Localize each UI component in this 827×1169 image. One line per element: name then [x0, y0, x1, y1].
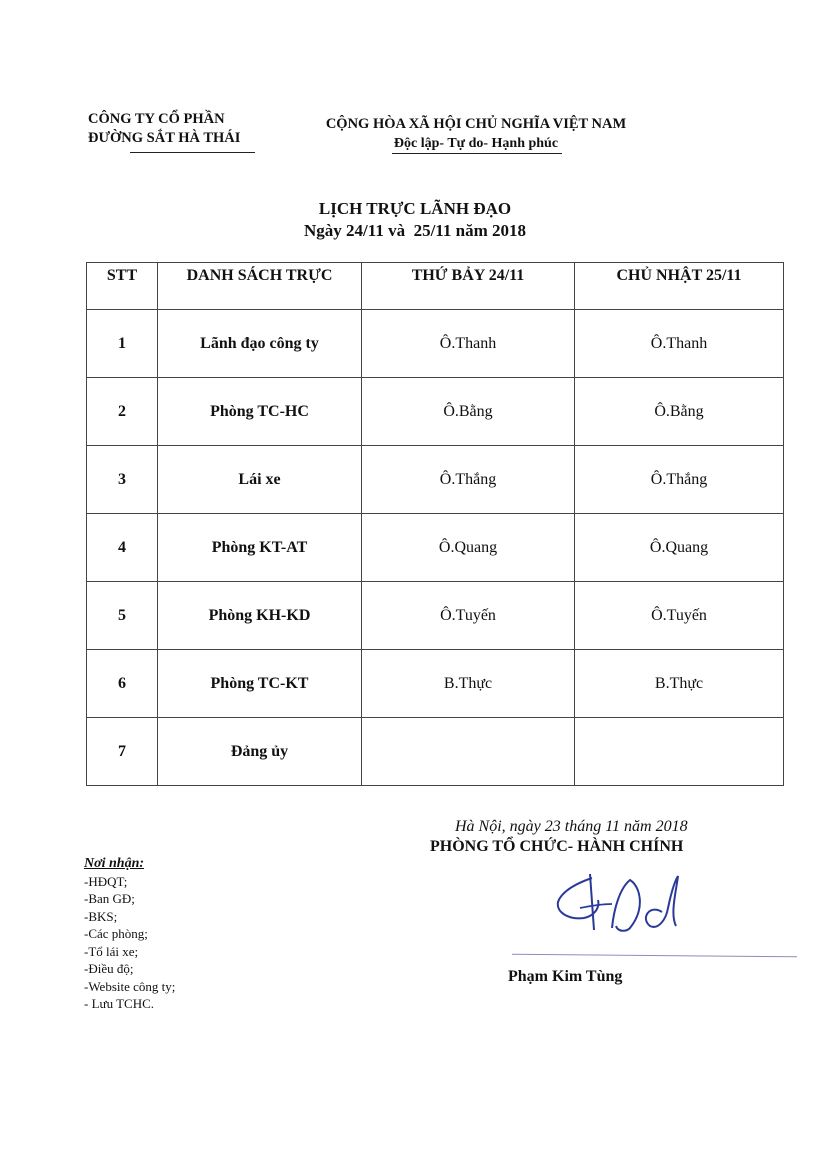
signature-stroke: [512, 954, 797, 957]
row-stt: 2: [87, 378, 158, 446]
row-saturday: Ô.Thắng: [362, 446, 575, 514]
recipient-item: -BKS;: [84, 908, 118, 924]
table-row: [87, 718, 784, 786]
document-title: [200, 198, 630, 242]
table-row: [87, 310, 784, 378]
row-saturday: Ô.Quang: [362, 514, 575, 582]
table-row: [87, 582, 784, 650]
row-stt: 6: [87, 650, 158, 718]
recipient-item: - Lưu TCHC.: [84, 996, 155, 1011]
header-stt: STT: [87, 263, 158, 310]
row-stt: 5: [87, 582, 158, 650]
row-sunday: Ô.Thắng: [575, 446, 784, 514]
row-saturday: B.Thực: [362, 650, 575, 718]
row-unit: Phòng KH-KD: [158, 582, 362, 650]
table-row: [87, 514, 784, 582]
department-name: PHÒNG TỔ CHỨC- HÀNH CHÍNH: [430, 838, 684, 855]
row-unit: Phòng KT-AT: [158, 514, 362, 582]
national-header: [290, 114, 662, 154]
header-saturday: THỨ BẢY 24/11: [362, 263, 575, 310]
recipient-item: -Điều độ;: [84, 961, 134, 976]
row-stt: 7: [87, 718, 158, 786]
row-sunday: [575, 718, 784, 786]
row-unit: Phòng TC-KT: [158, 650, 362, 718]
table-row: [87, 378, 784, 446]
motto: Độc lập- Tự do- Hạnh phúc: [393, 136, 559, 151]
row-saturday: Ô.Bằng: [362, 378, 575, 446]
header-duty-list: DANH SÁCH TRỰC: [158, 263, 362, 310]
company-line-2: ĐƯỜNG SẮT HÀ THÁI: [88, 130, 241, 146]
row-sunday: Ô.Quang: [575, 514, 784, 582]
recipient-item: -Tổ lái xe;: [84, 943, 139, 959]
recipient-item: -Các phòng;: [84, 926, 148, 941]
company-underline: [130, 152, 255, 153]
row-saturday: Ô.Tuyến: [362, 582, 575, 650]
table-header-row: [87, 263, 784, 310]
signer-name: Phạm Kim Tùng: [508, 968, 623, 985]
row-sunday: Ô.Tuyến: [575, 582, 784, 650]
row-stt: 4: [87, 514, 158, 582]
row-stt: 3: [87, 446, 158, 514]
handwritten-signature: [550, 868, 700, 948]
company-line-1: CÔNG TY CỔ PHẦN: [88, 111, 225, 127]
row-sunday: Ô.Thanh: [575, 310, 784, 378]
recipient-item: -Website công ty;: [84, 978, 176, 994]
row-sunday: B.Thực: [575, 650, 784, 718]
row-sunday: Ô.Bằng: [575, 378, 784, 446]
company-name: [88, 110, 240, 148]
duty-table: [86, 262, 784, 786]
nation-title: CỘNG HÒA XÃ HỘI CHỦ NGHĨA VIỆT NAM: [325, 116, 627, 132]
title-line-2: Ngày 24/11 và 25/11 năm 2018: [304, 221, 526, 240]
row-unit: Phòng TC-HC: [158, 378, 362, 446]
row-unit: Lãnh đạo công ty: [158, 310, 362, 378]
row-stt: 1: [87, 310, 158, 378]
title-line-1: LỊCH TRỰC LÃNH ĐẠO: [318, 199, 512, 218]
row-saturday: [362, 718, 575, 786]
recipient-item: -HĐQT;: [84, 873, 128, 889]
place-date: Hà Nội, ngày 23 tháng 11 năm 2018: [455, 818, 688, 835]
row-unit: Đảng ủy: [158, 718, 362, 786]
motto-underline: [392, 153, 562, 154]
row-saturday: Ô.Thanh: [362, 310, 575, 378]
table-row: [87, 650, 784, 718]
recipient-item: -Ban GĐ;: [84, 891, 135, 906]
table-row: [87, 446, 784, 514]
header-sunday: CHỦ NHẬT 25/11: [575, 263, 784, 310]
recipients-block: [84, 855, 175, 1013]
row-unit: Lái xe: [158, 446, 362, 514]
recipients-title: Nơi nhận:: [84, 856, 145, 871]
